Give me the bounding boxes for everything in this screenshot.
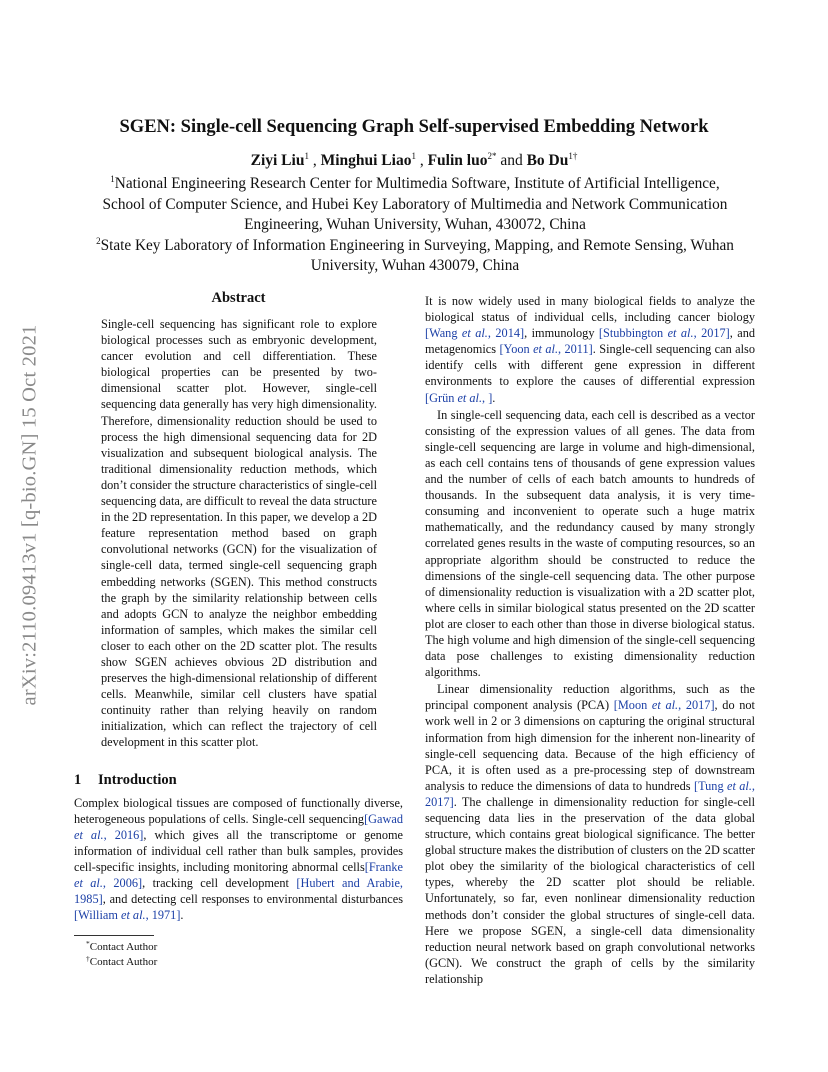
citation-link[interactable]: et al. bbox=[457, 390, 483, 405]
citation-link[interactable]: et al. bbox=[74, 876, 103, 890]
footnote-divider bbox=[74, 935, 154, 936]
citation-link[interactable]: [Tung bbox=[693, 778, 727, 793]
author-affiliation-mark: 1† bbox=[568, 151, 578, 161]
citation-link[interactable]: [Moon bbox=[613, 698, 652, 713]
author-affiliation-mark: 1 bbox=[304, 151, 309, 161]
citation-link[interactable]: [Yoon bbox=[499, 342, 534, 357]
citation-link[interactable]: et al. bbox=[727, 778, 752, 793]
citation-link[interactable]: , 2006] bbox=[102, 876, 143, 890]
section-title: Introduction bbox=[98, 771, 177, 788]
citation-link[interactable]: [Gawad bbox=[364, 811, 403, 826]
footnote: *Contact Author bbox=[86, 939, 158, 954]
body-paragraph-2: In single-cell sequencing data, each cell is described as a vector consisting of the expression values of all genes. The data from single-cell sequencing are large in volume and high-dimensional, as each cell contains tens of thousands of gene expression values and the number of cells of each batch amounts to hundreds of thousands. In the subsequent data analysis, it is very time-consuming and inconvenient to operate such a huge matrix mathematically, and the redundancy caused by many strongly correlated genes results in the waste of computing resources, so an appropriate algorithm should be constructed to reduce the dimensions of the single-cell sequencing data. The other purpose of dimensionality reduction is visualization with a 2D scatter plot, where cells in similar biological status presented on the 2D scatter plot are closer to each other than those in diverse biological status. The high volume and high dimension of the single-cell sequencing data pose challenges to existing dimensionality reduction algorithms. bbox=[425, 407, 755, 680]
citation-link[interactable]: , 2011] bbox=[558, 342, 593, 357]
right-column bbox=[425, 293, 755, 987]
author-name: Bo Du bbox=[526, 152, 569, 169]
citation-link[interactable]: [Stubbington bbox=[598, 326, 668, 341]
abstract-text: Single-cell sequencing has significant role to explore biological processes such as embryonic development, cancer evolution and cell differentiation. These biological properties can be presented by two-dimensional scatter plot. However, single-cell sequencing data generally has very high dimensionality. Therefore, dimensionality reduction should be used to process the high dimensional sequencing data for 2D visualization and subsequent biological analysis. The traditional dimensionality reduction methods, which don’t consider the structure characteristics of single-cell sequencing data, are difficult to reveal the data structure in the 2D representation. In this paper, we develop a 2D feature representation method based on graph convolutional networks (GCN) for the visualization of single-cell data, termed single-cell sequencing graph embedding networks (SGEN). This method constructs the graph by the similarity relationship between cells and adopts GCN to analyze the neighbor embedding information of samples, which makes the similar cell closer to each other on the 2D scatter plot. The results show SGEN achieves obvious 2D distribution and preserves the high-dimensional relationship of different cells. Meanwhile, similar cell clusters have spatial continuity rather than relying heavily on random initialization, which can reflect the trajectory of cell development in this scatter plot. bbox=[101, 317, 377, 750]
citation-link[interactable]: , 1971] bbox=[145, 908, 181, 923]
section-heading-introduction bbox=[74, 772, 403, 789]
author-name: Minghui Liao bbox=[320, 152, 412, 169]
author-list: Ziyi Liu$^1$ , Minghui Liao$^1$ , Fulin luo$^{2*}$ and Bo $Du^{1\dagger}$ bbox=[250, 151, 578, 169]
citation-link[interactable]: , 2017] bbox=[678, 698, 715, 713]
arxiv-stamp bbox=[10, 270, 50, 760]
citation-link[interactable]: , ] bbox=[482, 390, 493, 405]
affiliation-line: $^1$National Engineering Research Center for Multimedia Software, Institute of Artificial Intelligence, bbox=[110, 174, 720, 192]
citation-link[interactable]: et al. bbox=[120, 908, 146, 923]
affiliation-line: $^2$State Key Laboratory of Information Engineering in Surveying, Mapping, and Remote Sensing, Wuhan bbox=[96, 235, 734, 254]
citation-link[interactable]: , 2017] bbox=[693, 326, 730, 341]
citation-link[interactable]: et al. bbox=[651, 698, 679, 713]
citation-link[interactable]: [Wang bbox=[425, 326, 462, 341]
citation-link[interactable]: , 2017] bbox=[425, 778, 755, 809]
citation-link[interactable]: et al. bbox=[667, 326, 694, 341]
citation-link[interactable]: et al. bbox=[461, 326, 488, 341]
author-affiliation-mark: 1 bbox=[411, 151, 416, 161]
citation-link[interactable]: [Franke bbox=[364, 859, 403, 874]
citation-link[interactable]: et al. bbox=[533, 342, 559, 357]
affiliation-line: University, Wuhan 430079, China bbox=[310, 257, 520, 275]
citation-link[interactable]: [Grün bbox=[425, 390, 458, 405]
citation-link[interactable]: , 2014] bbox=[487, 326, 525, 341]
author-affiliation-mark: 2* bbox=[487, 151, 497, 161]
citation-link[interactable]: , 2016] bbox=[103, 827, 144, 842]
body-paragraph-3: Linear dimensionality reduction algorithms, such as the principal component analysis (PCA) [Moon et al., 2017], do not work well in 2 or 3 dimensions on capturing the original structural information from high dimension for the inherent non-linearity of single-cell sequencing data. Because of the high efficiency of PCA, it is often used as a pre-processing step of downstream analysis to reduce the dimensions of data to hundreds [Tung et al., 2017]. The challenge in dimensionality reduction for single-cell sequencing data lies in the preservation of the data global structure, which contains great biological significance. The better global structure makes the distribution of clusters on the 2D scatter plot obey the similarity of the biological characteristics of cell types, whereby the 2D scatter plot should be reliable. Unfortunately, so far, even nonlinear dimensionality reduction methods don’t consider the global structures of single-cell data. Here we propose SGEN, a single-cell data dimensionality reduction neural network based on graph convolutional networks (GCN). We construct the graph of cells by the similarity relationship bbox=[425, 682, 755, 986]
left-column bbox=[74, 290, 403, 970]
arxiv-identifier[interactable]: arXiv:2110.09413v1 [q-bio.GN] 15 Oct 2021 bbox=[18, 324, 41, 706]
citation-link[interactable]: [William bbox=[74, 908, 121, 923]
section-number: 1 bbox=[74, 771, 82, 788]
affiliation-line: Engineering, Wuhan University, Wuhan, 430072, China bbox=[244, 216, 586, 234]
footnote: †Contact Author bbox=[86, 954, 158, 969]
author-name: Ziyi Liu bbox=[250, 152, 305, 169]
intro-paragraph: Complex biological tissues are composed of functionally diverse, heterogeneous populations of cells. Single-cell sequencing[Gawad et al., 2016], which gives all the transcriptome or genome information of individual cell rather than bulk samples, provides cell-specific insights, including monitoring abnormal cells[Franke et al., 2006], tracking cell development [Hubert and Arabie, 1985], and detecting cell responses to environmental disturbances [William et al., 1971]. bbox=[74, 795, 403, 923]
citation-link[interactable]: [Hubert and Arabie, 1985] bbox=[74, 876, 403, 907]
affiliation-line: School of Computer Science, and Hubei Key Laboratory of Multimedia and Network Communication bbox=[102, 195, 728, 213]
footnotes bbox=[74, 940, 403, 970]
body-paragraph-1: It is now widely used in many biological fields to analyze the biological status of individual cells, including cancer biology [Wang et al., 2014], immunology [Stubbington et al., 2017], and metagenomics [Yoon et al., 2011]. Single-cell sequencing can also identify cells with different gene expression in different environments to explore the causes of differential expression [Grün et al., ]. bbox=[425, 294, 756, 405]
citation-link[interactable]: et al. bbox=[74, 827, 104, 842]
paper-title: SGEN: Single-cell Sequencing Graph Self-supervised Embedding Network bbox=[119, 117, 709, 137]
abstract-heading: Abstract bbox=[211, 290, 266, 306]
affiliations bbox=[72, 174, 758, 277]
author-name: Fulin luo bbox=[427, 152, 488, 169]
